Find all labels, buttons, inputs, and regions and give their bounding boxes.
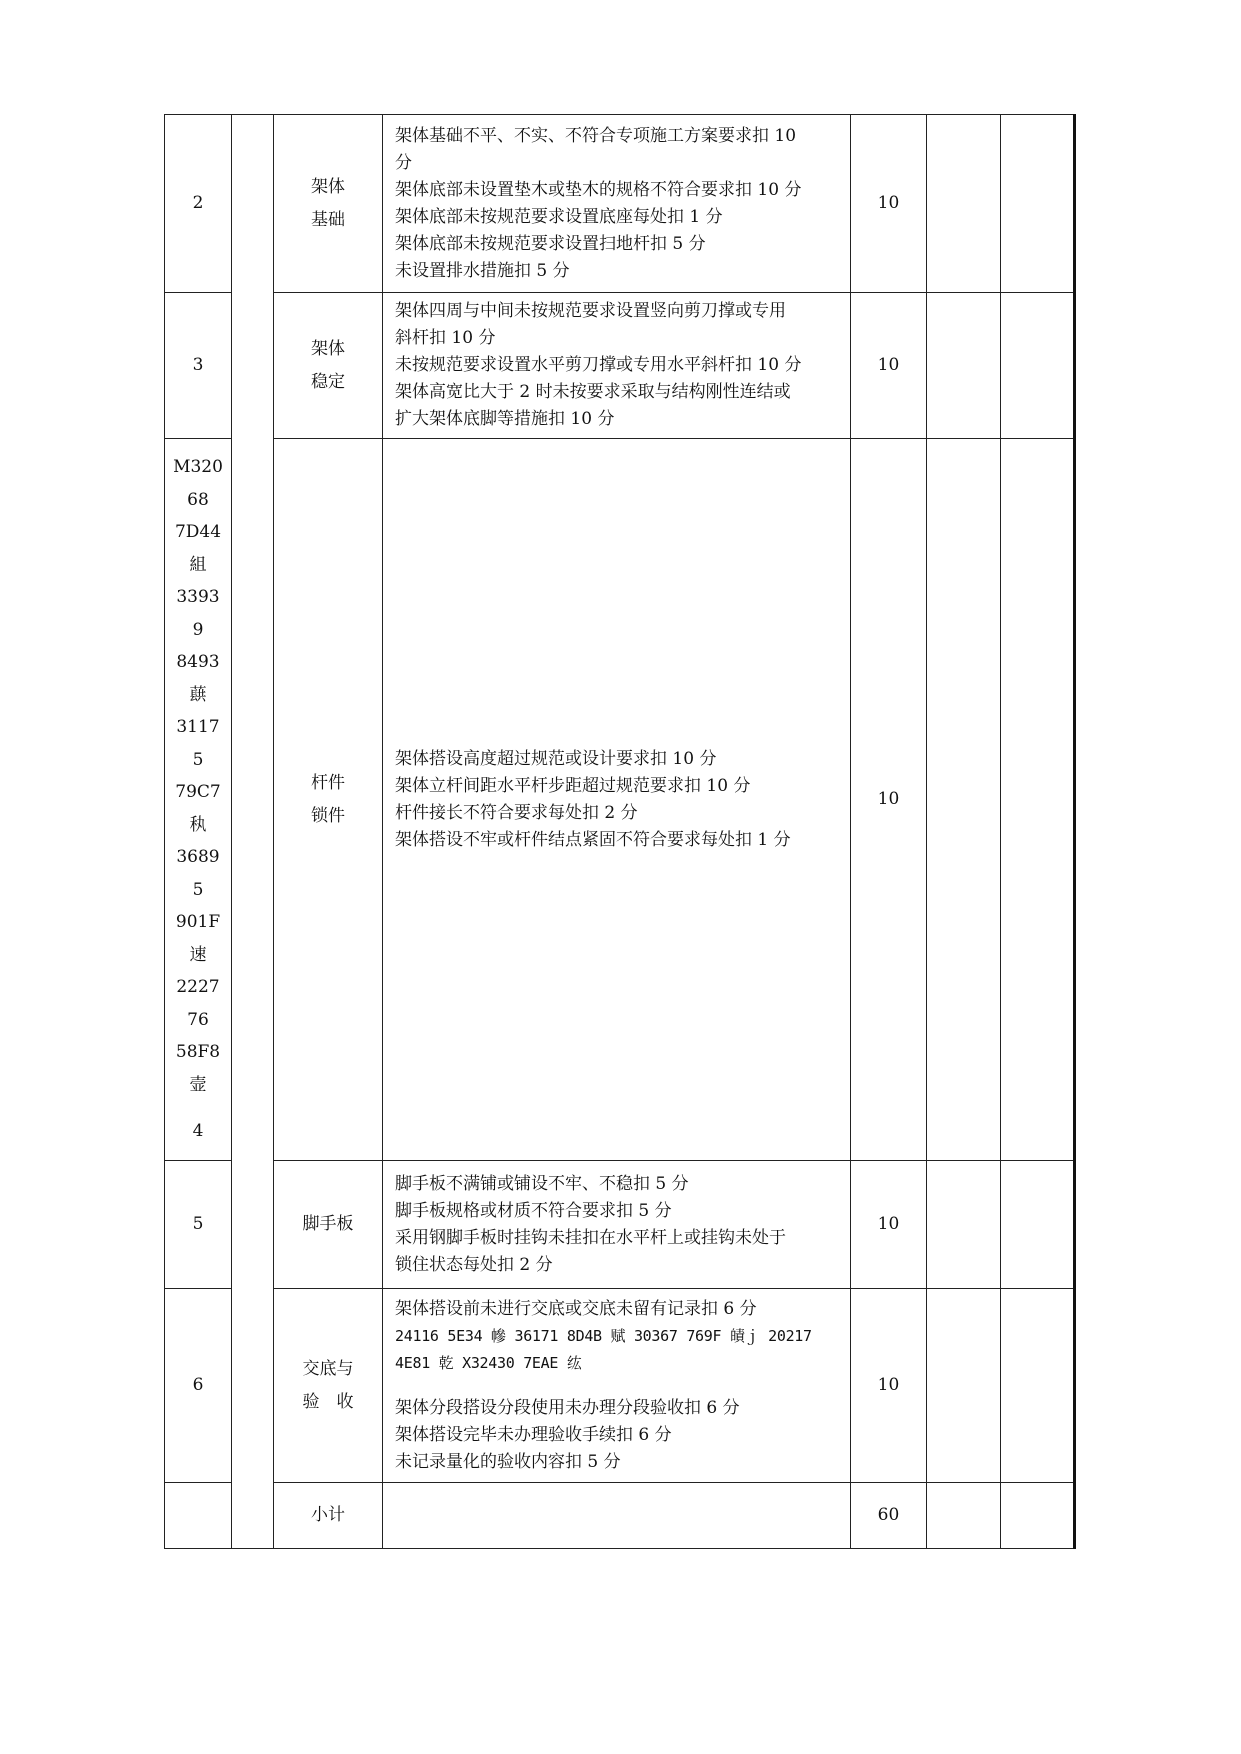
stack-line: 8493 bbox=[176, 652, 220, 673]
deduction-line: 扩大架体底脚等措施扣 10 分 bbox=[395, 409, 615, 429]
stack-line: 901F bbox=[175, 912, 221, 933]
stack-line: 76 bbox=[187, 1009, 209, 1030]
deduction-line: 脚手板规格或材质不符合要求扣 5 分 bbox=[395, 1200, 672, 1221]
stack-line: 68 bbox=[187, 489, 209, 510]
subtotal-row bbox=[165, 1483, 1075, 1549]
subtotal-score: 60 bbox=[851, 1483, 927, 1549]
stack-line: 速 bbox=[189, 944, 207, 965]
deduction-line: 架体分段搭设分段使用未办理分段验收扣 6 分 bbox=[395, 1397, 740, 1418]
check-item-line: 锁件 bbox=[311, 805, 345, 826]
stack-line: 秇 bbox=[189, 814, 207, 835]
stack-line: 9 bbox=[192, 619, 204, 640]
check-item-line: 杆件 bbox=[311, 772, 345, 793]
check-item-line: 交底与 bbox=[302, 1358, 354, 1379]
row-number-stack bbox=[165, 439, 232, 1161]
deduction-line: 脚手板不满铺或铺设不牢、不稳扣 5 分 bbox=[395, 1173, 689, 1194]
deduction-line: 采用钢脚手板时挂钩未挂扣在水平杆上或挂钩未处于 bbox=[395, 1227, 786, 1248]
stack-line: 3689 bbox=[176, 847, 220, 868]
check-item-line: 架体 bbox=[311, 338, 345, 359]
stack-line: 5 bbox=[192, 879, 204, 900]
stack-line: 3117 bbox=[176, 717, 220, 738]
deduction-line: 杆件接长不符合要求每处扣 2 分 bbox=[395, 802, 638, 823]
stack-line: 79C7 bbox=[175, 782, 221, 803]
stack-line: 5 bbox=[192, 749, 204, 770]
stack-line: 蕻 bbox=[189, 684, 207, 705]
stack-line: 3393 bbox=[176, 587, 220, 608]
deduction-line: 架体搭设前未进行交底或交底未留有记录扣 6 分 bbox=[395, 1298, 757, 1319]
deduction-line: 架体四周与中间未按规范要求设置竖向剪刀撑或专用 bbox=[395, 301, 786, 321]
table-row bbox=[165, 115, 1075, 293]
deduction-line: 架体搭设高度超过规范或设计要求扣 10 分 bbox=[395, 748, 717, 769]
score-cell: 10 bbox=[851, 1161, 927, 1289]
deduction-standard bbox=[383, 115, 851, 293]
deducted-score-cell bbox=[927, 439, 1001, 1161]
check-item bbox=[274, 115, 383, 293]
deduction-line: 架体立杆间距水平杆步距超过规范要求扣 10 分 bbox=[395, 775, 751, 796]
deducted-score-cell bbox=[927, 293, 1001, 439]
deduction-line: 架体高宽比大于 2 时未按要求采取与结构刚性连结或 bbox=[395, 382, 791, 402]
stack-line: M320 bbox=[173, 457, 223, 478]
deduction-standard bbox=[383, 1289, 851, 1483]
deduction-line: 分 bbox=[395, 152, 412, 173]
stack-spacer bbox=[165, 1101, 231, 1115]
row-number: 3 bbox=[165, 293, 232, 439]
deduction-line: 未按规范要求设置水平剪刀撑或专用水平斜杆扣 10 分 bbox=[395, 355, 802, 375]
deduction-table bbox=[164, 114, 1076, 1549]
deduction-standard bbox=[383, 293, 851, 439]
deducted-score-cell bbox=[927, 115, 1001, 293]
check-item bbox=[274, 1289, 383, 1483]
score-cell: 10 bbox=[851, 293, 927, 439]
score-cell: 10 bbox=[851, 115, 927, 293]
deduction-line: 架体基础不平、不实、不符合专项施工方案要求扣 10 bbox=[395, 125, 797, 146]
deduction-line: 架体搭设不牢或杆件结点紧固不符合要求每处扣 1 分 bbox=[395, 829, 791, 850]
stack-line: 2227 bbox=[176, 977, 220, 998]
stack-line: 4 bbox=[192, 1121, 204, 1142]
deduction-line: 架体底部未按规范要求设置底座每处扣 1 分 bbox=[395, 206, 723, 227]
check-item-line: 架体 bbox=[311, 176, 345, 197]
subtotal-actual-cell bbox=[1001, 1483, 1075, 1549]
actual-score-cell bbox=[1001, 293, 1075, 439]
deduction-line: 架体搭设完毕未办理验收手续扣 6 分 bbox=[395, 1424, 672, 1445]
table-row bbox=[165, 293, 1075, 439]
deduction-line: 架体底部未按规范要求设置扫地杆扣 5 分 bbox=[395, 233, 706, 254]
deducted-score-cell bbox=[927, 1289, 1001, 1483]
score-cell: 10 bbox=[851, 1289, 927, 1483]
check-item bbox=[274, 1161, 383, 1289]
deduction-line: 锁住状态每处扣 2 分 bbox=[395, 1254, 553, 1275]
row-number: 2 bbox=[165, 115, 232, 293]
table-row bbox=[165, 1289, 1075, 1483]
score-cell: 10 bbox=[851, 439, 927, 1161]
deduction-line: 未记录量化的验收内容扣 5 分 bbox=[395, 1451, 621, 1472]
actual-score-cell bbox=[1001, 1161, 1075, 1289]
deduction-standard bbox=[383, 439, 851, 1161]
check-item-line: 脚手板 bbox=[302, 1214, 354, 1234]
subtotal-label: 小计 bbox=[274, 1483, 383, 1549]
stack-line: 7D44 bbox=[174, 522, 222, 543]
stack-line: 組 bbox=[189, 554, 207, 575]
deduction-line: 未设置排水措施扣 5 分 bbox=[395, 260, 570, 281]
subtotal-desc-cell bbox=[383, 1483, 851, 1549]
stack-line: 壸 bbox=[189, 1074, 207, 1095]
stack-line: 58F8 bbox=[175, 1042, 221, 1063]
check-item bbox=[274, 439, 383, 1161]
deducted-score-cell bbox=[927, 1161, 1001, 1289]
deduction-standard bbox=[383, 1161, 851, 1289]
row-number: 6 bbox=[165, 1289, 232, 1483]
table-row bbox=[165, 1161, 1075, 1289]
actual-score-cell bbox=[1001, 115, 1075, 293]
table-row bbox=[165, 439, 1075, 1161]
deduction-line: 架体底部未设置垫木或垫木的规格不符合要求扣 10 分 bbox=[395, 179, 802, 200]
actual-score-cell bbox=[1001, 439, 1075, 1161]
subtotal-deducted-cell bbox=[927, 1483, 1001, 1549]
check-item bbox=[274, 293, 383, 439]
garbled-code-line: 4E81 乾 X32430 7EAE 纮 bbox=[395, 1353, 582, 1372]
actual-score-cell bbox=[1001, 1289, 1075, 1483]
check-item-line: 验 收 bbox=[302, 1391, 354, 1412]
merged-blank-column bbox=[232, 115, 274, 1549]
line-gap bbox=[395, 1377, 840, 1395]
row-number: 5 bbox=[165, 1161, 232, 1289]
check-item-line: 稳定 bbox=[311, 371, 345, 392]
subtotal-number-cell bbox=[165, 1483, 232, 1549]
check-item-line: 基础 bbox=[311, 209, 345, 230]
deduction-line: 斜杆扣 10 分 bbox=[395, 328, 496, 348]
garbled-code-line: 24116 5E34 幓 36171 8D4B 赋 30367 769F 皟ｊ 20217 bbox=[395, 1326, 812, 1345]
